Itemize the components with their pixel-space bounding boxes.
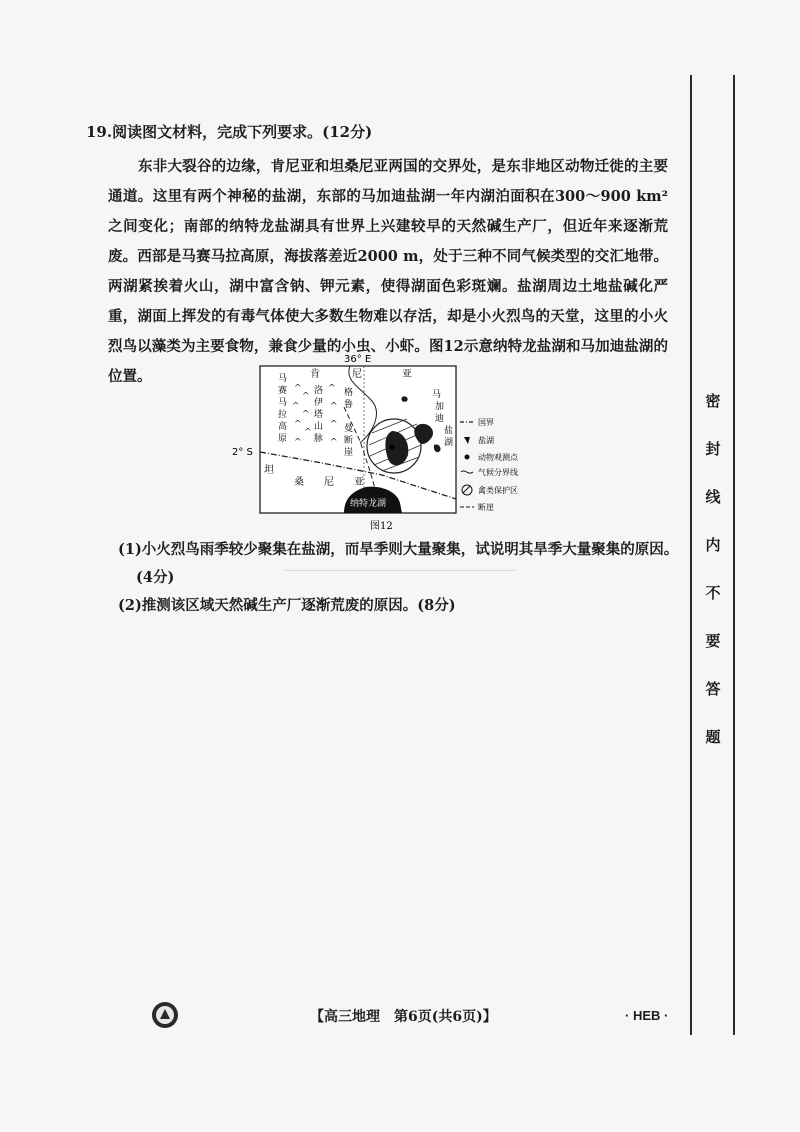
seal-char: 不	[705, 584, 721, 602]
svg-text:^: ^	[330, 420, 338, 430]
tanzania-label-3: 尼	[324, 477, 334, 488]
seal-char: 内	[705, 536, 721, 554]
parallel-label: 2° S	[232, 447, 253, 458]
svg-text:^: ^	[304, 428, 312, 438]
svg-text:马: 马	[278, 374, 288, 384]
svg-text:^: ^	[328, 384, 336, 394]
svg-text:洛: 洛	[314, 386, 324, 396]
publisher-logo-icon	[150, 1000, 180, 1030]
svg-text:崖: 崖	[344, 448, 354, 458]
tanzania-label-1: 坦	[264, 465, 274, 476]
svg-text:脉: 脉	[314, 434, 324, 444]
svg-text:原: 原	[278, 434, 288, 444]
svg-text:盐: 盐	[444, 426, 454, 436]
legend-observation: 动物观测点	[478, 453, 518, 462]
faint-rule	[285, 570, 515, 571]
paper-code: · HEB ·	[625, 1008, 669, 1023]
seal-char: 题	[705, 728, 721, 746]
small-lake	[401, 396, 407, 401]
sub-question-1: (1)小火烈鸟雨季较少聚集在盐湖，而旱季则大量聚集，试说明其旱季大量聚集的原因。	[118, 541, 679, 558]
svg-text:^: ^	[292, 402, 300, 412]
sub-question-2: (2)推测该区域天然碱生产厂逐渐荒废的原因。(8分)	[118, 597, 456, 614]
svg-text:马: 马	[278, 398, 288, 408]
svg-text:马: 马	[432, 390, 442, 400]
legend-reserve: 禽类保护区	[478, 486, 518, 495]
svg-text:鲁: 鲁	[344, 400, 354, 410]
svg-text:^: ^	[330, 438, 338, 448]
legend-climate-line: 气候分界线	[478, 468, 518, 477]
seal-line-left	[690, 75, 692, 1035]
loita-mountains-label	[314, 384, 323, 444]
svg-text:断: 断	[344, 436, 354, 446]
seal-char: 要	[705, 632, 721, 650]
legend-salt-lake: 盐湖	[478, 436, 494, 445]
svg-text:高: 高	[278, 422, 288, 432]
sub-question-1-score: (4分)	[136, 569, 175, 586]
svg-text:伊: 伊	[314, 398, 324, 408]
seal-char: 封	[705, 440, 721, 458]
legend-fault: 断崖	[478, 503, 494, 512]
page-footer: 【高三地理 第6页(共6页)】	[310, 1009, 497, 1025]
seal-char: 线	[705, 488, 721, 506]
svg-text:迪: 迪	[435, 414, 445, 424]
tanzania-label-2: 桑	[294, 477, 304, 488]
svg-text:^: ^	[294, 438, 302, 448]
seal-char: 密	[705, 392, 721, 410]
svg-text:塔: 塔	[314, 410, 324, 420]
svg-text:^: ^	[294, 420, 302, 430]
question-title: 19.阅读图文材料，完成下列要求。(12分)	[86, 123, 373, 141]
svg-text:湖: 湖	[444, 438, 454, 448]
natron-lake-label: 纳特龙湖	[350, 499, 387, 509]
svg-text:曼: 曼	[344, 424, 354, 434]
kenya-label-1: 肯	[310, 369, 320, 380]
animal-observation-point	[390, 445, 395, 450]
tanzania-label-4: 亚	[354, 477, 364, 488]
seal-line-right	[733, 75, 735, 1035]
figure-caption: 图12	[370, 521, 393, 532]
svg-text:^: ^	[330, 402, 338, 412]
kenya-label-2: 尼	[352, 369, 362, 380]
meridian-label: 36° E	[344, 354, 372, 365]
seal-char: 答	[705, 680, 721, 698]
svg-text:拉: 拉	[278, 410, 288, 420]
svg-text:山: 山	[314, 422, 324, 432]
svg-text:赛: 赛	[278, 386, 288, 396]
svg-text:^: ^	[294, 384, 302, 394]
svg-text:加: 加	[435, 402, 445, 412]
map-legend	[460, 418, 519, 512]
material-paragraph: 东非大裂谷的边缘，肯尼亚和坦桑尼亚两国的交界处，是东非地区动物迁徙的主要通道。这里有两个神秘的盐湖，东部的马加迪盐湖一年内湖泊面积在300～900 km²之间变化；南部的纳特龙盐湖具有世界上兴建较早的天然碱生产厂，但近年来逐渐荒废。西部是马赛马拉高原，海拔落差近2000 m，处于三种不同气候类型的交汇地带。两湖紧挨着火山，湖中富含钠、钾元素，使得湖面色彩斑斓。盐湖周边土地盐碱化严重，湖面上挥发的有毒气体使大多数生物难以存活，却是小火烈鸟的天堂，这里的小火烈鸟以藻类为主要食物，兼食少量的小虫、小虾。图12示意纳特龙盐湖和马加迪盐湖的位置。	[108, 158, 668, 385]
svg-text:^: ^	[302, 392, 310, 402]
legend-border: 国界	[478, 418, 494, 427]
svg-text:格: 格	[344, 388, 354, 398]
map-figure-12	[232, 351, 532, 533]
svg-text:^: ^	[302, 410, 310, 420]
kenya-label-3: 亚	[402, 369, 412, 380]
